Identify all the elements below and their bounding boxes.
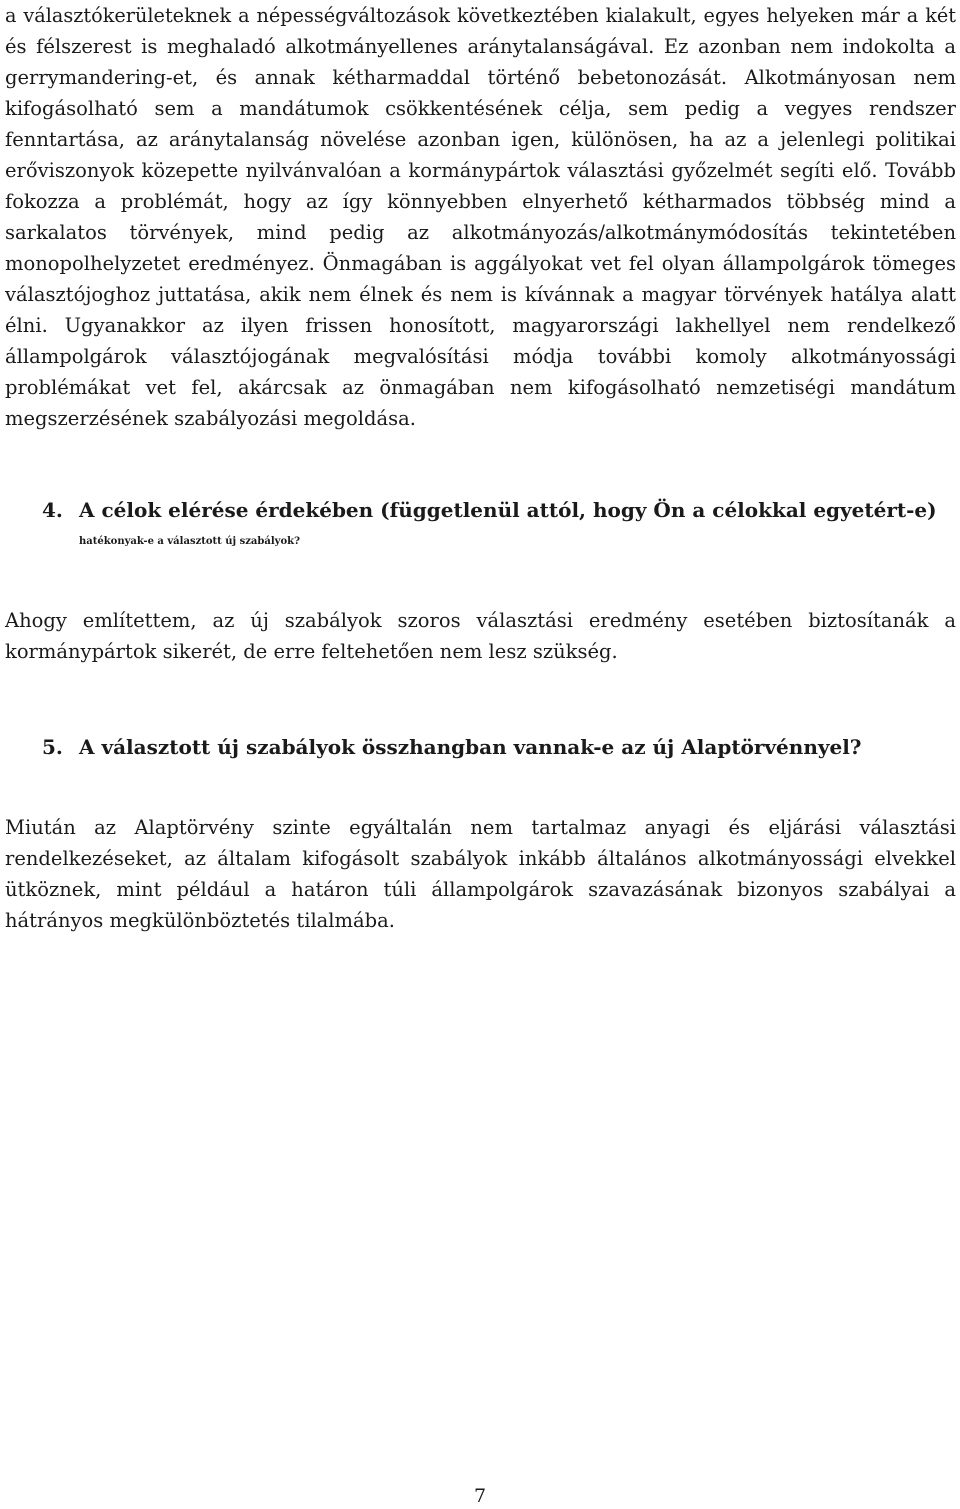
text-line: a választókerületeknek a népességváltozások következtében kialakult, egyes helyeken már a két [5,4,956,27]
body-paragraph-2 [5,605,956,667]
heading-number: 4. [42,498,63,522]
text-line: élni. Ugyanakkor az ilyen frissen honosított, magyarországi lakhellyel nem rendelkező [5,314,956,337]
text-line: állampolgárok választójogának megvalósítási módja további komoly alkotmányossági [5,345,956,368]
text-line: fokozza a problémát, hogy az így könnyebben elnyerhető kétharmados többség mind a [5,190,956,213]
text-line: monopolhelyzetet eredményez. Önmagában is aggályokat vet fel olyan állampolgárok tömeges [5,252,956,275]
text-line: erőviszonyok közepette nyilvánvalóan a kormánypártok választási győzelmét segíti elő. Tovább [5,159,956,182]
text-line: kifogásolható sem a mandátumok csökkentésének célja, sem pedig a vegyes rendszer [5,97,956,120]
text-line: megszerzésének szabályozási megoldása. [5,407,416,430]
section-heading-4 [42,495,956,557]
section-heading-5 [42,732,956,763]
body-paragraph-3 [5,812,956,936]
text-line: sarkalatos törvények, mind pedig az alkotmányozás/alkotmánymódosítás tekintetében [5,221,956,244]
heading-text-continued: hatékonyak-e a választott új szabályok? [79,536,300,547]
text-line: kormánypártok sikerét, de erre feltehetően nem lesz szükség. [5,640,618,663]
text-line: választójoghoz juttatása, akik nem élnek és nem is kívánnak a magyar törvények hatálya alatt [5,283,956,306]
heading-number: 5. [42,735,63,759]
text-line: Miután az Alaptörvény szinte egyáltalán nem tartalmaz anyagi és eljárási választási [5,816,956,839]
text-line: hátrányos megkülönböztetés tilalmába. [5,909,395,932]
text-line: fenntartása, az aránytalanság növelése azonban igen, különösen, ha az a jelenlegi politikai [5,128,956,151]
body-paragraph-1 [5,0,956,434]
text-line: gerrymandering-et, és annak kétharmaddal történő bebetonozását. Alkotmányosan nem [5,66,956,89]
text-line: ütköznek, mint például a határon túli állampolgárok szavazásának bizonyos szabályai a [5,878,956,901]
heading-text: A célok elérése érdekében (függetlenül attól, hogy Ön a célokkal egyetért-e) [79,498,937,522]
text-line: problémákat vet fel, akárcsak az önmagában nem kifogásolható nemzetiségi mandátum [5,376,956,399]
text-line: és félszerest is meghaladó alkotmányellenes aránytalanságával. Ez azonban nem indokolta a [5,35,956,58]
heading-text: A választott új szabályok összhangban vannak-e az új Alaptörvénnyel? [79,735,862,759]
text-line: Ahogy említettem, az új szabályok szoros választási eredmény esetében biztosítanák a [5,609,956,632]
text-line: rendelkezéseket, az általam kifogásolt szabályok inkább általános alkotmányossági elvekkel [5,847,956,870]
page-number: 7 [473,1485,487,1507]
